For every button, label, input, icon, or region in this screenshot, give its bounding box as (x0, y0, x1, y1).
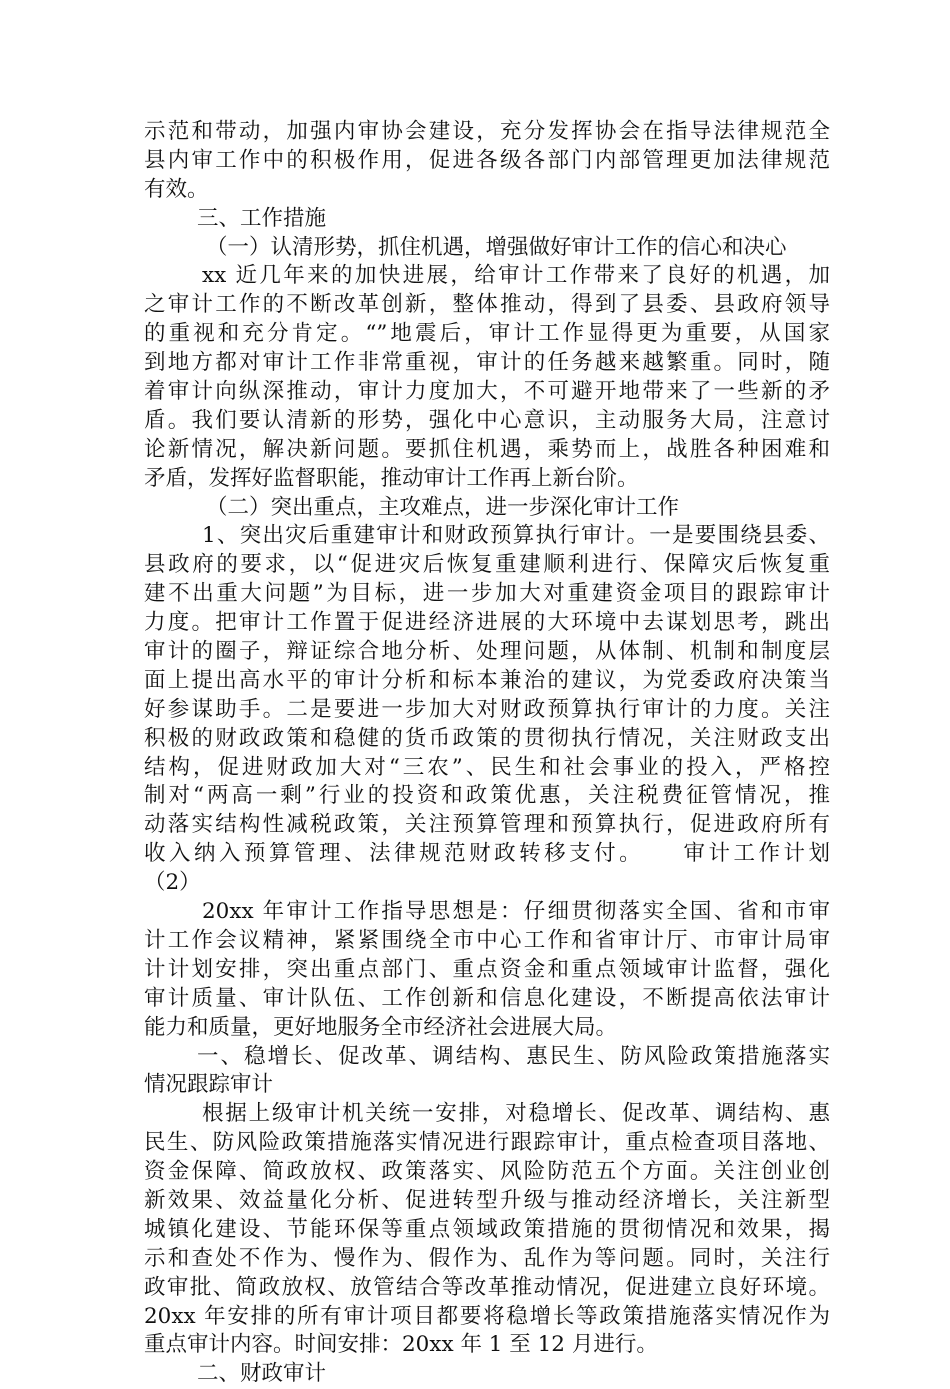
text-line: 有效。 (144, 176, 209, 202)
text-line: 积极的财政政策和稳健的货币政策的贯彻执行情况，关注财政支出 (144, 725, 830, 751)
text-line: 收入纳入预算管理、法律规范财政转移支付。 审计工作计划 (144, 841, 830, 867)
text-line: 审计质量、审计队伍、工作创新和信息化建设，不断提高依法审计 (144, 985, 830, 1011)
text-line: 20xx 年审计工作指导思想是：仔细贯彻落实全国、省和市审 (202, 899, 830, 925)
text-line: 动落实结构性减税政策，关注预算管理和预算执行，促进政府所有 (144, 812, 830, 838)
document-body (144, 118, 830, 1389)
text-line: 根据上级审计机关统一安排，对稳增长、促改革、调结构、惠 (202, 1101, 830, 1127)
text-line: 制对“两高一剩”行业的投资和政策优惠，关注税费征管情况，推 (144, 783, 830, 809)
text-line: （一）认清形势，抓住机遇，增强做好审计工作的信心和决心 (206, 234, 787, 260)
text-line: 示范和带动，加强内审协会建设，充分发挥协会在指导法律规范全 (144, 119, 830, 144)
text-line: 政审批、简政放权、放管结合等改革推动情况，促进建立良好环境。 (144, 1274, 830, 1300)
text-line: 论新情况，解决新问题。要抓住机遇，乘势而上，战胜各种困难和 (144, 436, 830, 462)
text-line: 资金保障、简政放权、政策落实、风险防范五个方面。关注创业创 (144, 1159, 830, 1185)
text-line: 能力和质量，更好地服务全市经济社会进展大局。 (144, 1014, 618, 1040)
text-line: 县政府的要求，以“促进灾后恢复重建顺利进行、保障灾后恢复重 (144, 552, 830, 578)
text-line: 矛盾，发挥好监督职能，推动审计工作再上新台阶。 (144, 465, 639, 491)
text-line: 盾。我们要认清新的形势，强化中心意识，主动服务大局，注意讨 (144, 407, 830, 433)
text-line: 重点审计内容。时间安排：20xx 年 1 至 12 月进行。 (144, 1332, 658, 1358)
text-line: 到地方都对审计工作非常重视，审计的任务越来越繁重。同时，随 (144, 350, 830, 376)
text-line: 结构，促进财政加大对“三农”、民生和社会事业的投入，严格控 (144, 754, 830, 780)
text-line: 三、工作措施 (197, 205, 327, 231)
text-line: 一、稳增长、促改革、调结构、惠民生、防风险政策措施落实 (197, 1043, 830, 1069)
text-line: 审计的圈子，辩证综合地分析、处理问题，从体制、机制和制度层 (144, 639, 830, 665)
text-line: 的重视和充分肯定。“”地震后，审计工作显得更为重要，从国家 (144, 321, 830, 347)
text-line: 县内审工作中的积极作用，促进各级各部门内部管理更加法律规范 (144, 147, 830, 173)
text-line: 好参谋助手。二是要进一步加大对财政预算执行审计的力度。关注 (144, 696, 830, 722)
text-line: 着审计向纵深推动，审计力度加大，不可避开地带来了一些新的矛 (144, 379, 830, 405)
text-line: xx 近几年来的加快进展，给审计工作带来了良好的机遇，加 (202, 263, 830, 289)
text-line: 之审计工作的不断改革创新，整体推动，得到了县委、县政府领导 (144, 292, 830, 318)
text-line: 1、突出灾后重建审计和财政预算执行审计。一是要围绕县委、 (202, 523, 830, 549)
text-line: 新效果、效益量化分析、促进转型升级与推动经济增长，关注新型 (144, 1187, 830, 1213)
text-line: 情况跟踪审计 (144, 1072, 274, 1098)
text-line: 计工作会议精神，紧紧围绕全市中心工作和省审计厅、市审计局审 (144, 927, 830, 953)
text-line: 建不出重大问题”为目标，进一步加大对重建资金项目的跟踪审计 (144, 581, 830, 607)
text-line: 力度。把审计工作置于促进经济进展的大环境中去谋划思考，跳出 (144, 610, 830, 636)
text-line: （二）突出重点，主攻难点，进一步深化审计工作 (206, 494, 680, 520)
text-line: 城镇化建设、节能环保等重点领域政策措施的贯彻情况和效果，揭 (144, 1216, 830, 1242)
text-line: 民生、防风险政策措施落实情况进行跟踪审计，重点检查项目落地、 (144, 1130, 830, 1156)
text-line: 20xx 年安排的所有审计项目都要将稳增长等政策措施落实情况作为 (144, 1303, 830, 1329)
text-line: （2） (144, 870, 201, 896)
text-line: 面上提出高水平的审计分析和标本兼治的建议，为党委政府决策当 (144, 667, 830, 693)
text-line: 二、财政审计 (197, 1361, 327, 1387)
text-line: 计计划安排，突出重点部门、重点资金和重点领域审计监督，强化 (144, 956, 830, 982)
text-line: 示和查处不作为、慢作为、假作为、乱作为等问题。同时，关注行 (144, 1245, 830, 1271)
